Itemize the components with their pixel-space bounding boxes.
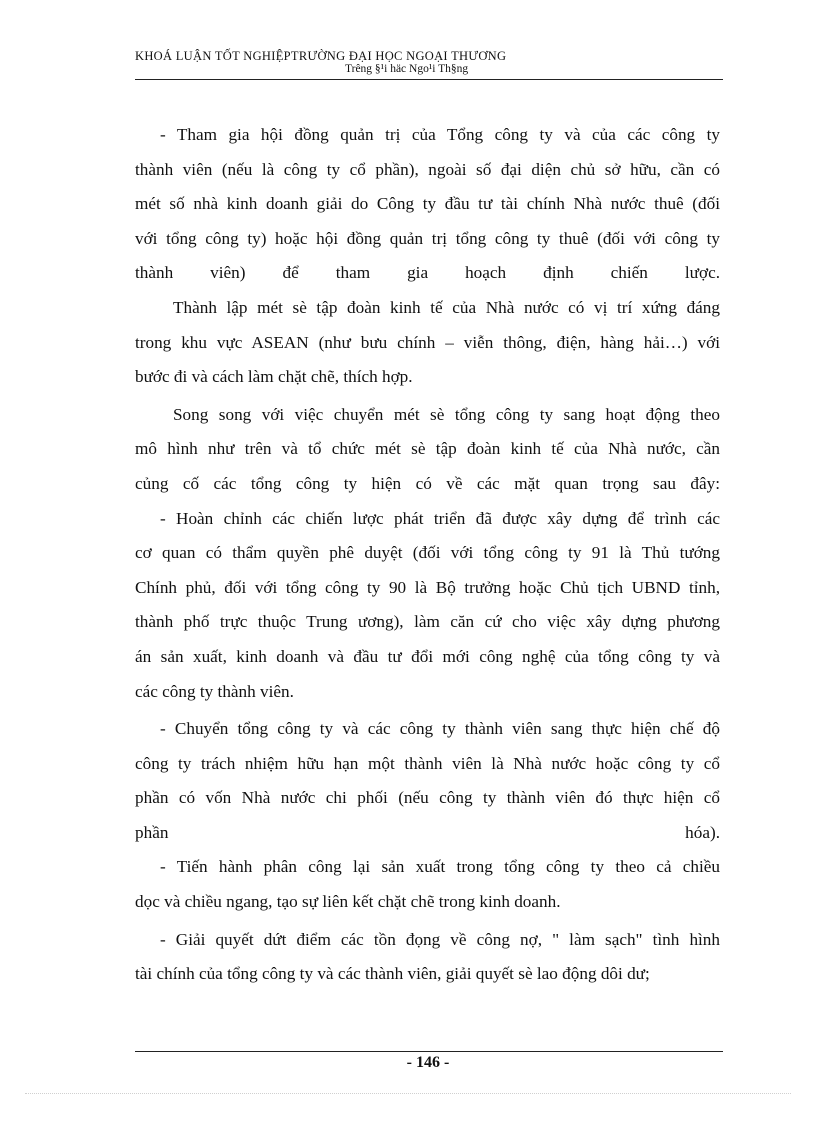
page-number: - 146 - (406, 1054, 450, 1071)
text-line: án sản xuất, kinh doanh và đầu tư đổi mới công nghệ của tổng công ty và (135, 646, 720, 666)
text-line: - Giải quyết dứt điểm các tồn đọng về công nợ, " làm sạch" tình hình (160, 929, 720, 949)
text-line: thành viên) để tham gia hoạch định chiến lược. (135, 263, 720, 283)
text-line: bước đi và cách làm chặt chẽ, thích hợp. (135, 367, 413, 387)
text-line: Song song với việc chuyển mét sè tổng công ty sang hoạt động theo (173, 404, 720, 424)
header-title: KHOÁ LUẬN TỐT NGHIỆPTRƯỜNG ĐẠI HỌC NGOẠI THƯƠNG (135, 49, 507, 63)
text-line: các công ty thành viên. (135, 681, 294, 701)
text-line: - Hoàn chỉnh các chiến lược phát triển đã được xây dựng để trình các (160, 508, 720, 528)
header-subtitle: Trêng §¹i häc Ngo¹i Th§ng (345, 63, 469, 75)
header-divider (135, 79, 723, 80)
footer-divider (135, 1051, 723, 1052)
text-line: với tổng công ty) hoặc hội đồng quản trị tổng công ty thuê (đối với công ty (135, 228, 720, 248)
text-line: dọc và chiều ngang, tạo sự liên kết chặt chẽ trong kinh doanh. (135, 892, 561, 912)
text-line: - Tiến hành phân công lại sản xuất trong tổng công ty theo cả chiều (160, 857, 720, 877)
text-line: phần có vốn Nhà nước chi phối (nếu công ty thành viên đó thực hiện cổ (135, 788, 720, 808)
text-line: tài chính của tổng công ty và các thành viên, giải quyết sè lao động dôi dư; (135, 964, 650, 984)
text-line: - Chuyển tổng công ty và các công ty thành viên sang thực hiện chế độ (160, 719, 720, 739)
page-edge-dotted-line (25, 1093, 791, 1094)
text-line: thành phố trực thuộc Trung ương), làm căn cứ cho việc xây dựng phương (135, 612, 720, 632)
text-line: thành viên (nếu là công ty cổ phần), ngoài số đại diện chủ sở hữu, cần có (135, 159, 720, 179)
text-line: cơ quan có thẩm quyền phê duyệt (đối với tổng công ty 91 là Thủ tướng (135, 543, 720, 563)
text-line: Thành lập mét sè tập đoàn kinh tế của Nhà nước có vị trí xứng đáng (173, 297, 720, 317)
document-body (135, 118, 720, 992)
text-line: trong khu vực ASEAN (như bưu chính – viễn thông, điện, hàng hải…) với (135, 332, 720, 352)
text-line: công ty trách nhiệm hữu hạn một thành viên là Nhà nước hoặc công ty cổ (135, 753, 720, 773)
text-line: Chính phủ, đối với tổng công ty 90 là Bộ trưởng hoặc Chủ tịch UBND tỉnh, (135, 577, 720, 597)
text-line: mô hình như trên và tổ chức mét sè tập đoàn kinh tế của Nhà nước, cần (135, 439, 720, 459)
text-line: - Tham gia hội đồng quản trị của Tổng công ty và của các công ty (160, 125, 720, 144)
text-line: mét số nhà kinh doanh giải do Công ty đầu tư tài chính Nhà nước thuê (đối (135, 194, 720, 214)
text-line: phần hóa). (135, 822, 720, 842)
text-line: củng cố các tổng công ty hiện có về các mặt quan trọng sau đây: (135, 473, 720, 493)
